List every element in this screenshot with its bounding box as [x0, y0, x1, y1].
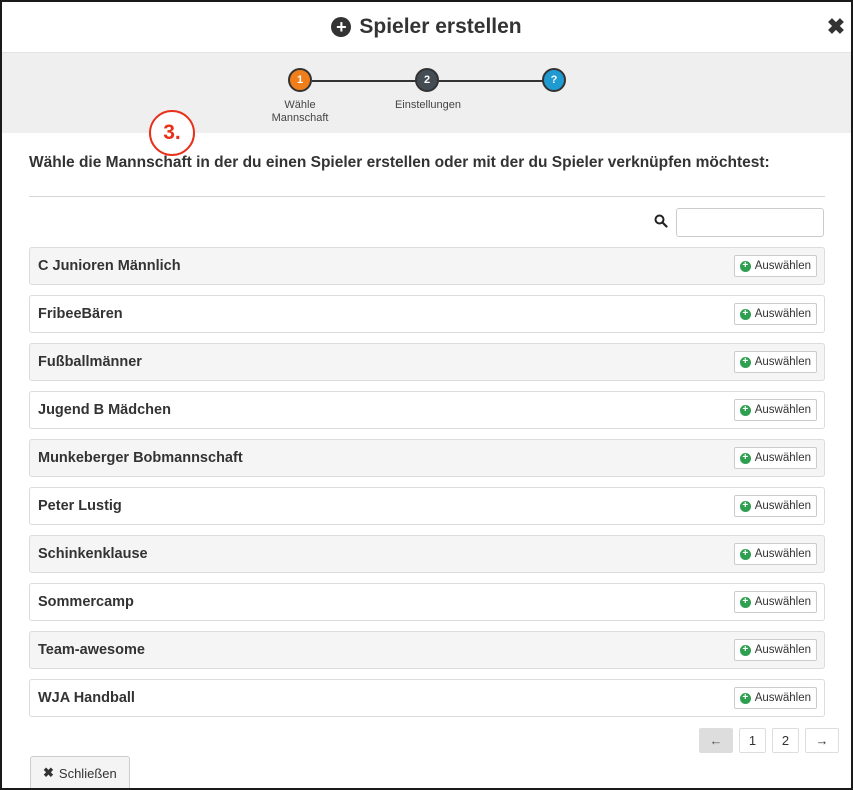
team-name: Peter Lustig: [38, 498, 122, 514]
team-name: Jugend B Mädchen: [38, 402, 171, 418]
pagination-prev-button[interactable]: ←: [699, 728, 733, 753]
select-team-button[interactable]: [734, 303, 817, 325]
plus-circle-icon: +: [740, 309, 751, 320]
search-input[interactable]: [676, 208, 824, 237]
step-1-label: [255, 99, 345, 125]
pagination-next-button[interactable]: →: [805, 728, 839, 753]
team-row: [29, 535, 825, 573]
close-button[interactable]: [30, 756, 130, 790]
select-team-button[interactable]: [734, 399, 817, 421]
select-team-button[interactable]: [734, 543, 817, 565]
pagination: [699, 728, 839, 753]
select-team-button[interactable]: [734, 447, 817, 469]
search-icon: [654, 214, 668, 228]
step-connector: [312, 80, 417, 82]
select-team-button[interactable]: [734, 255, 817, 277]
team-name: Sommercamp: [38, 594, 134, 610]
plus-circle-icon: +: [740, 405, 751, 416]
step-2-label: [383, 99, 473, 112]
close-icon[interactable]: ✖: [826, 14, 846, 39]
step-3-circle[interactable]: ?: [542, 68, 566, 92]
select-button-label: Auswählen: [754, 308, 811, 320]
plus-circle-icon: +: [740, 693, 751, 704]
select-team-button[interactable]: [734, 495, 817, 517]
select-button-label: Auswählen: [754, 596, 811, 608]
plus-circle-icon: +: [331, 17, 351, 37]
select-team-button[interactable]: [734, 351, 817, 373]
modal-title-wrap: [331, 15, 521, 39]
select-button-label: Auswählen: [754, 356, 811, 368]
select-button-label: Auswählen: [754, 260, 811, 272]
step-1-label-line2: Mannschaft: [271, 112, 329, 124]
select-team-button[interactable]: [734, 687, 817, 709]
team-name: C Junioren Männlich: [38, 258, 181, 274]
plus-circle-icon: +: [740, 357, 751, 368]
step-2-label-line1: Einstellungen: [394, 99, 462, 111]
annotation-badge: 3.: [149, 110, 195, 156]
plus-circle-icon: +: [740, 597, 751, 608]
plus-circle-icon: +: [740, 645, 751, 656]
team-row: [29, 391, 825, 429]
plus-circle-icon: +: [740, 453, 751, 464]
team-name: Team-awesome: [38, 642, 145, 658]
team-row: [29, 631, 825, 669]
stepper: [2, 53, 851, 133]
team-row: [29, 247, 825, 285]
select-button-label: Auswählen: [754, 644, 811, 656]
team-list: [29, 247, 825, 727]
instruction-text: Wähle die Mannschaft in der du einen Spieler erstellen oder mit der du Spieler verknüpfen möchtest:: [29, 154, 770, 171]
team-name: Schinkenklause: [38, 546, 148, 562]
select-button-label: Auswählen: [754, 452, 811, 464]
pagination-page-2[interactable]: 2: [772, 728, 799, 753]
select-team-button[interactable]: [734, 639, 817, 661]
plus-circle-icon: +: [740, 261, 751, 272]
close-button-label: Schließen: [58, 765, 117, 781]
select-button-label: Auswählen: [754, 692, 811, 704]
pagination-page-1[interactable]: 1: [739, 728, 766, 753]
modal-title: Spieler erstellen: [359, 15, 522, 38]
team-row: [29, 295, 825, 333]
step-connector: [438, 80, 543, 82]
select-button-label: Auswählen: [754, 548, 811, 560]
team-name: Fußballmänner: [38, 354, 142, 370]
divider: [29, 196, 825, 197]
team-name: Munkeberger Bobmannschaft: [38, 450, 243, 466]
step-2-circle[interactable]: 2: [415, 68, 439, 92]
plus-circle-icon: +: [740, 501, 751, 512]
team-row: [29, 583, 825, 621]
team-row: [29, 343, 825, 381]
team-row: [29, 439, 825, 477]
select-button-label: Auswählen: [754, 500, 811, 512]
select-team-button[interactable]: [734, 591, 817, 613]
step-1-label-line1: Wähle: [284, 99, 316, 111]
step-1-circle[interactable]: 1: [288, 68, 312, 92]
team-row: [29, 679, 825, 717]
select-button-label: Auswählen: [754, 404, 811, 416]
team-name: FribeeBären: [38, 306, 123, 322]
modal-header: [2, 2, 851, 53]
team-row: [29, 487, 825, 525]
plus-circle-icon: +: [740, 549, 751, 560]
close-x-icon: ✖: [43, 765, 54, 780]
team-name: WJA Handball: [38, 690, 135, 706]
